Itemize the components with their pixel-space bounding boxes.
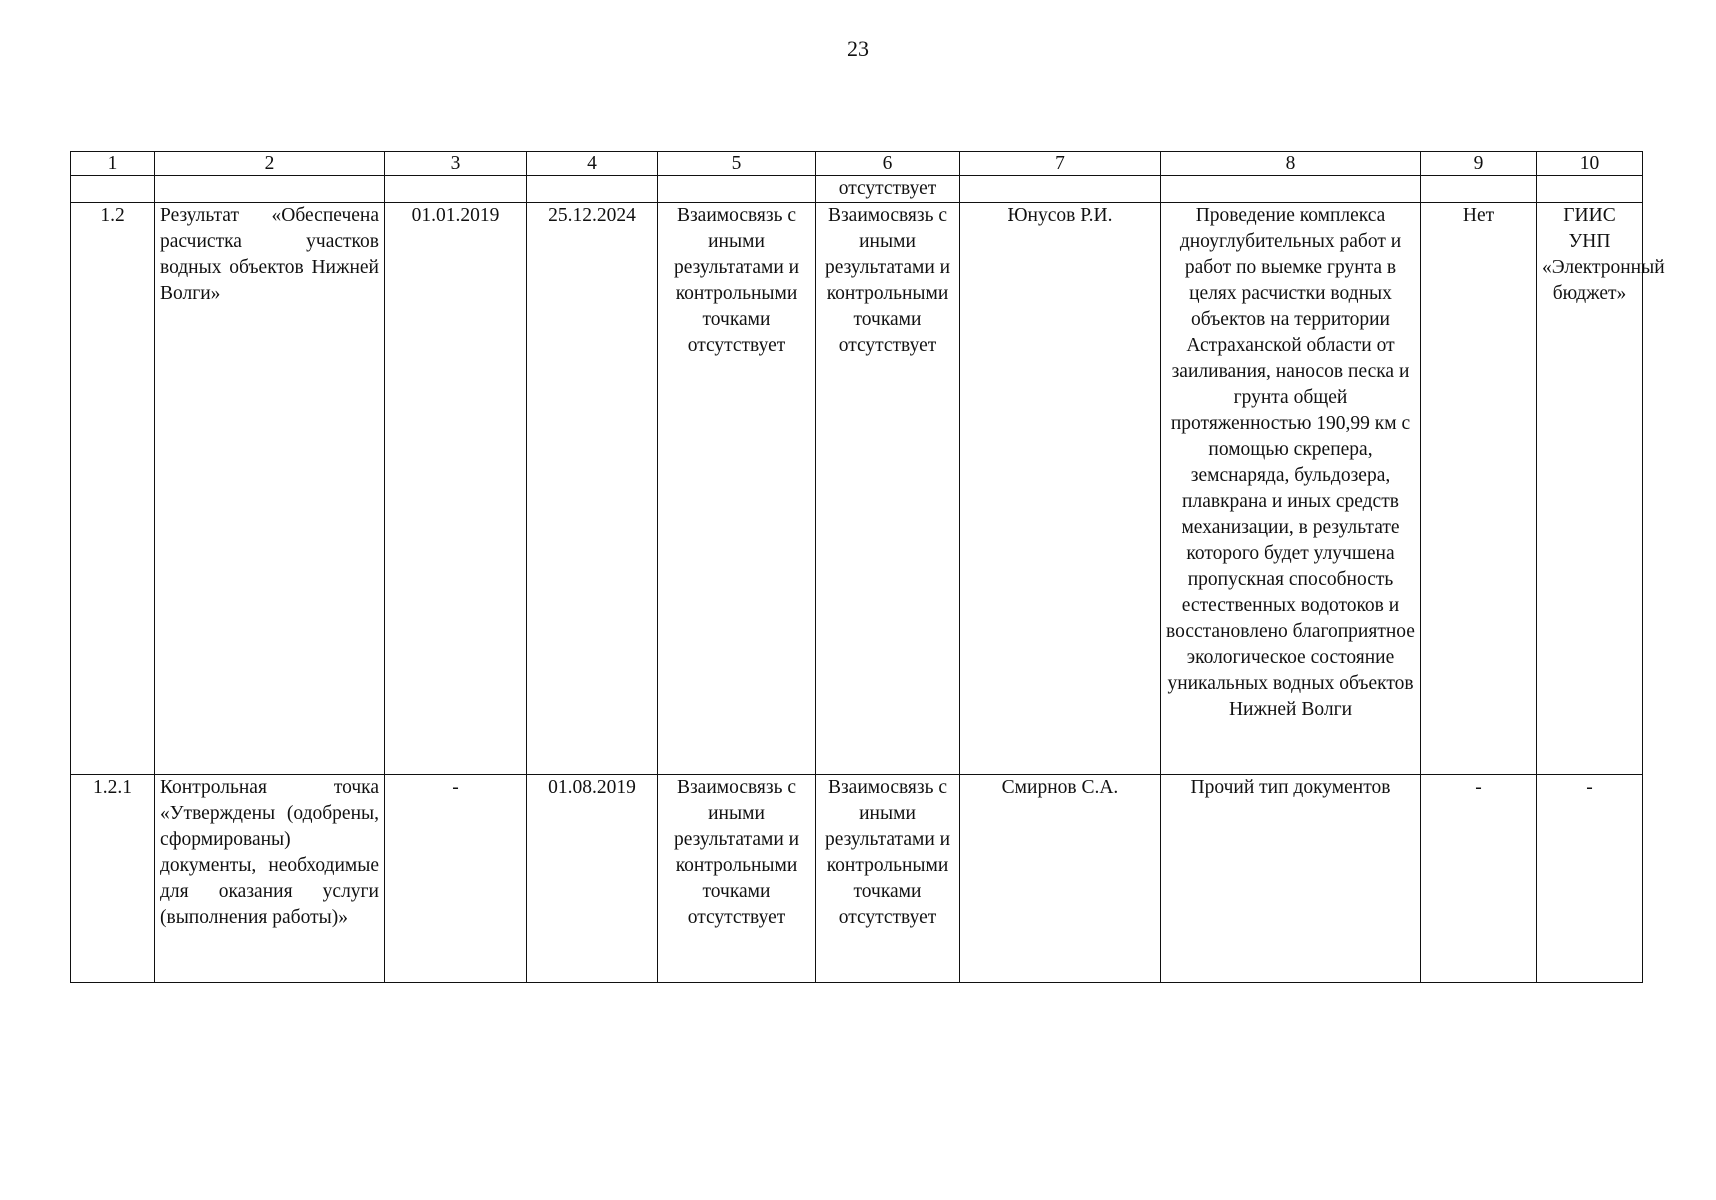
empty-cell (1537, 176, 1643, 203)
empty-cell (385, 176, 527, 203)
header-cell: 10 (1537, 152, 1643, 176)
responsible-person: Юнусов Р.И. (960, 203, 1161, 775)
row-number: 1.2 (71, 203, 155, 775)
relation-points: Взаимосвязь с иными результатами и контрольными точками отсутствует (816, 775, 960, 983)
header-cell: 9 (1421, 152, 1537, 176)
plan-table (70, 151, 1665, 983)
relation-results: Взаимосвязь с иными результатами и контрольными точками отсутствует (658, 203, 816, 775)
row-number: 1.2.1 (71, 775, 155, 983)
empty-cell (1161, 176, 1421, 203)
row-name: Результат «Обеспечена расчистка участков водных объектов Нижней Волги» (155, 203, 385, 775)
header-cell: 6 (816, 152, 960, 176)
start-date: 01.01.2019 (385, 203, 527, 775)
col9-value: Нет (1421, 203, 1537, 775)
table-row-checkpoint (71, 775, 1643, 983)
header-cell: 1 (71, 152, 155, 176)
empty-cell (71, 176, 155, 203)
header-cell: 7 (960, 152, 1161, 176)
header-cell: 4 (527, 152, 658, 176)
description: Проведение комплекса дноуглубительных работ и работ по выемке грунта в целях расчистки водных объектов на территории Астраханской области от заиливания, наносов песка и грунта общей протяженностью 190,99 км с помощью скрепера, земснаряда, бульдозера, плавкрана и иных средств механизации, в результате которого будет улучшена пропускная способность естественных водотоков и восстановлено благоприятное экологическое состояние уникальных водных объектов Нижней Волги (1161, 203, 1421, 775)
empty-cell (527, 176, 658, 203)
end-date: 01.08.2019 (527, 775, 658, 983)
relation-results: Взаимосвязь с иными результатами и контрольными точками отсутствует (658, 775, 816, 983)
table-header-row (71, 152, 1643, 176)
empty-cell (1421, 176, 1537, 203)
start-date: - (385, 775, 527, 983)
table-row-result (71, 203, 1643, 775)
end-date: 25.12.2024 (527, 203, 658, 775)
header-cell: 2 (155, 152, 385, 176)
description: Прочий тип документов (1161, 775, 1421, 983)
header-cell: 5 (658, 152, 816, 176)
header-cell: 3 (385, 152, 527, 176)
col9-value: - (1421, 775, 1537, 983)
continuation-text: отсутствует (816, 176, 960, 203)
info-system: - (1537, 775, 1643, 983)
row-name: Контрольная точка «Утверждены (одобрены, сформированы) документы, необходимые для оказания услуги (выполнения работы)» (155, 775, 385, 983)
page-number: 23 (847, 36, 869, 61)
responsible-person: Смирнов С.А. (960, 775, 1161, 983)
relation-points: Взаимосвязь с иными результатами и контрольными точками отсутствует (816, 203, 960, 775)
empty-cell (960, 176, 1161, 203)
info-system: ГИИС УНП «Электронный бюджет» (1537, 203, 1643, 775)
empty-cell (658, 176, 816, 203)
continuation-row (71, 176, 1643, 203)
empty-cell (155, 176, 385, 203)
header-cell: 8 (1161, 152, 1421, 176)
